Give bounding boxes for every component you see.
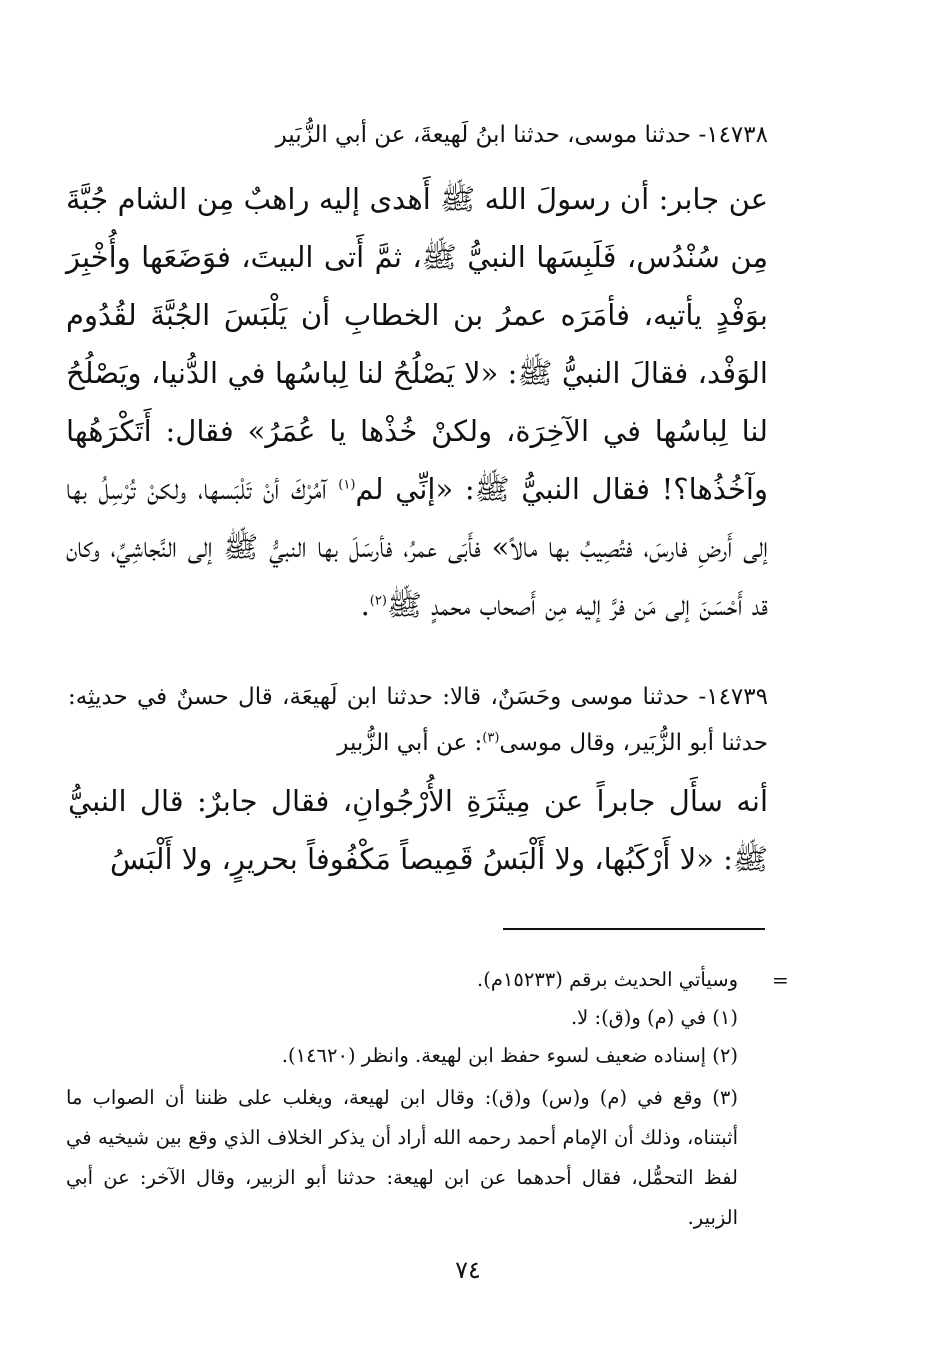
hadith-14739-matn: أنه سأَل جابراً عن مِيثَرَةِ الأُرْجُوانِ، فقال جابرٌ: قال النبيُّ ﷺ: «لا أَرْكَبُها، ولا أَلْبَسُ قَمِيصاً مَكْفُوفاً بحريرٍ، ولا أَلْبَسُ (68, 784, 768, 876)
hadith-14738-matn-text-2: آمُرْكَ أنْ تَلْبَسها، ولكنْ تُرْسِلُ بها إلى أَرضِ فارسَ، فتُصِيبُ بها مالاً» فأَبَى عمرُ، فأرسَلَ بها النبيُّ ﷺ إلى النَّجاشِيِّ، وكان قد أَحْسَنَ إلى مَن فرَّ إليه مِن أَصحاب محمدٍ ﷺ (66, 472, 768, 622)
footnote-continuation-marker: = (772, 968, 789, 992)
hadith-14738-matn (66, 170, 768, 634)
hadith-14738-matn-text-1: عن جابر: أن رسولَ الله ﷺ أَهدى إليه راهبٌ مِن الشام جُبَّةَ مِن سُنْدُس، فَلَبِسَها النبيُّ ﷺ، ثمَّ أَتى البيتَ، فوَضَعَها وأُخْبِرَ بوَفْدٍ يأتيه، فأمَرَه عمرُ بن الخطابِ أن يَلْبَسَ الجُبَّةَ لقُدُوم الوَفْد، فقالَ النبيُّ ﷺ: «لا يَصْلُحُ لنا لِباسُها في الدُّنيا، ويَصْلُحُ لنا لِباسُها في الآخِرَة، ولكنْ خُذْها يا عُمَرُ» فقال: أَتَكْرَهُها وآخُذُها؟! فقال النبيُّ ﷺ: «إنِّي لم (66, 182, 769, 506)
footnote-ref-3: (٣) (482, 730, 500, 746)
hadith-14738-isnad: ١٤٧٣٨- حدثنا موسى، حدثنا ابنُ لَهيعةَ، عن أبي الزُّبَير (275, 122, 768, 148)
hadith-14739-isnad-text-1: ١٤٧٣٩- حدثنا موسى وحَسَنٌ، قالا: حدثنا ابن لَهيعَة، قال حسنٌ في حديثِه: حدثنا أبو الزُّبَير، وقال موسى (68, 684, 768, 756)
footnote-separator (503, 928, 765, 930)
footnote-3: (٣) وقع في (م) و(س) و(ق): وقال ابن لهيعة، ويغلب على ظننا أن الصواب ما أثبتناه، وذلك أن الإمام أحمد رحمه الله أراد أن يذكر الخلاف الذي وقع بين شيخيه في لفظ التحمُّل، فقال أحدهما عن ابن لهيعة: حدثنا أبو الزبير، وقال الآخر: عن أبي الزبير. (66, 1086, 738, 1229)
page-number: ٧٤ (455, 1256, 481, 1284)
hadith-14738-matn-end: . (360, 588, 370, 622)
footnote-2: (٢) إسناده ضعيف لسوء حفظ ابن لهيعة. وانظر (١٤٦٢٠). (281, 1044, 738, 1067)
footnote-ref-2: (٢) (369, 593, 387, 609)
footnote-continuation: وسيأتي الحديث برقم (١٥٢٣٣م). (477, 968, 738, 991)
hadith-14739-isnad (68, 674, 768, 766)
footnote-ref-1: (١) (338, 477, 356, 493)
hadith-14739-isnad-text-2: : عن أبي الزُّبير (337, 730, 483, 756)
footnote-1: (١) في (م) و(ق): لا. (570, 1006, 738, 1029)
